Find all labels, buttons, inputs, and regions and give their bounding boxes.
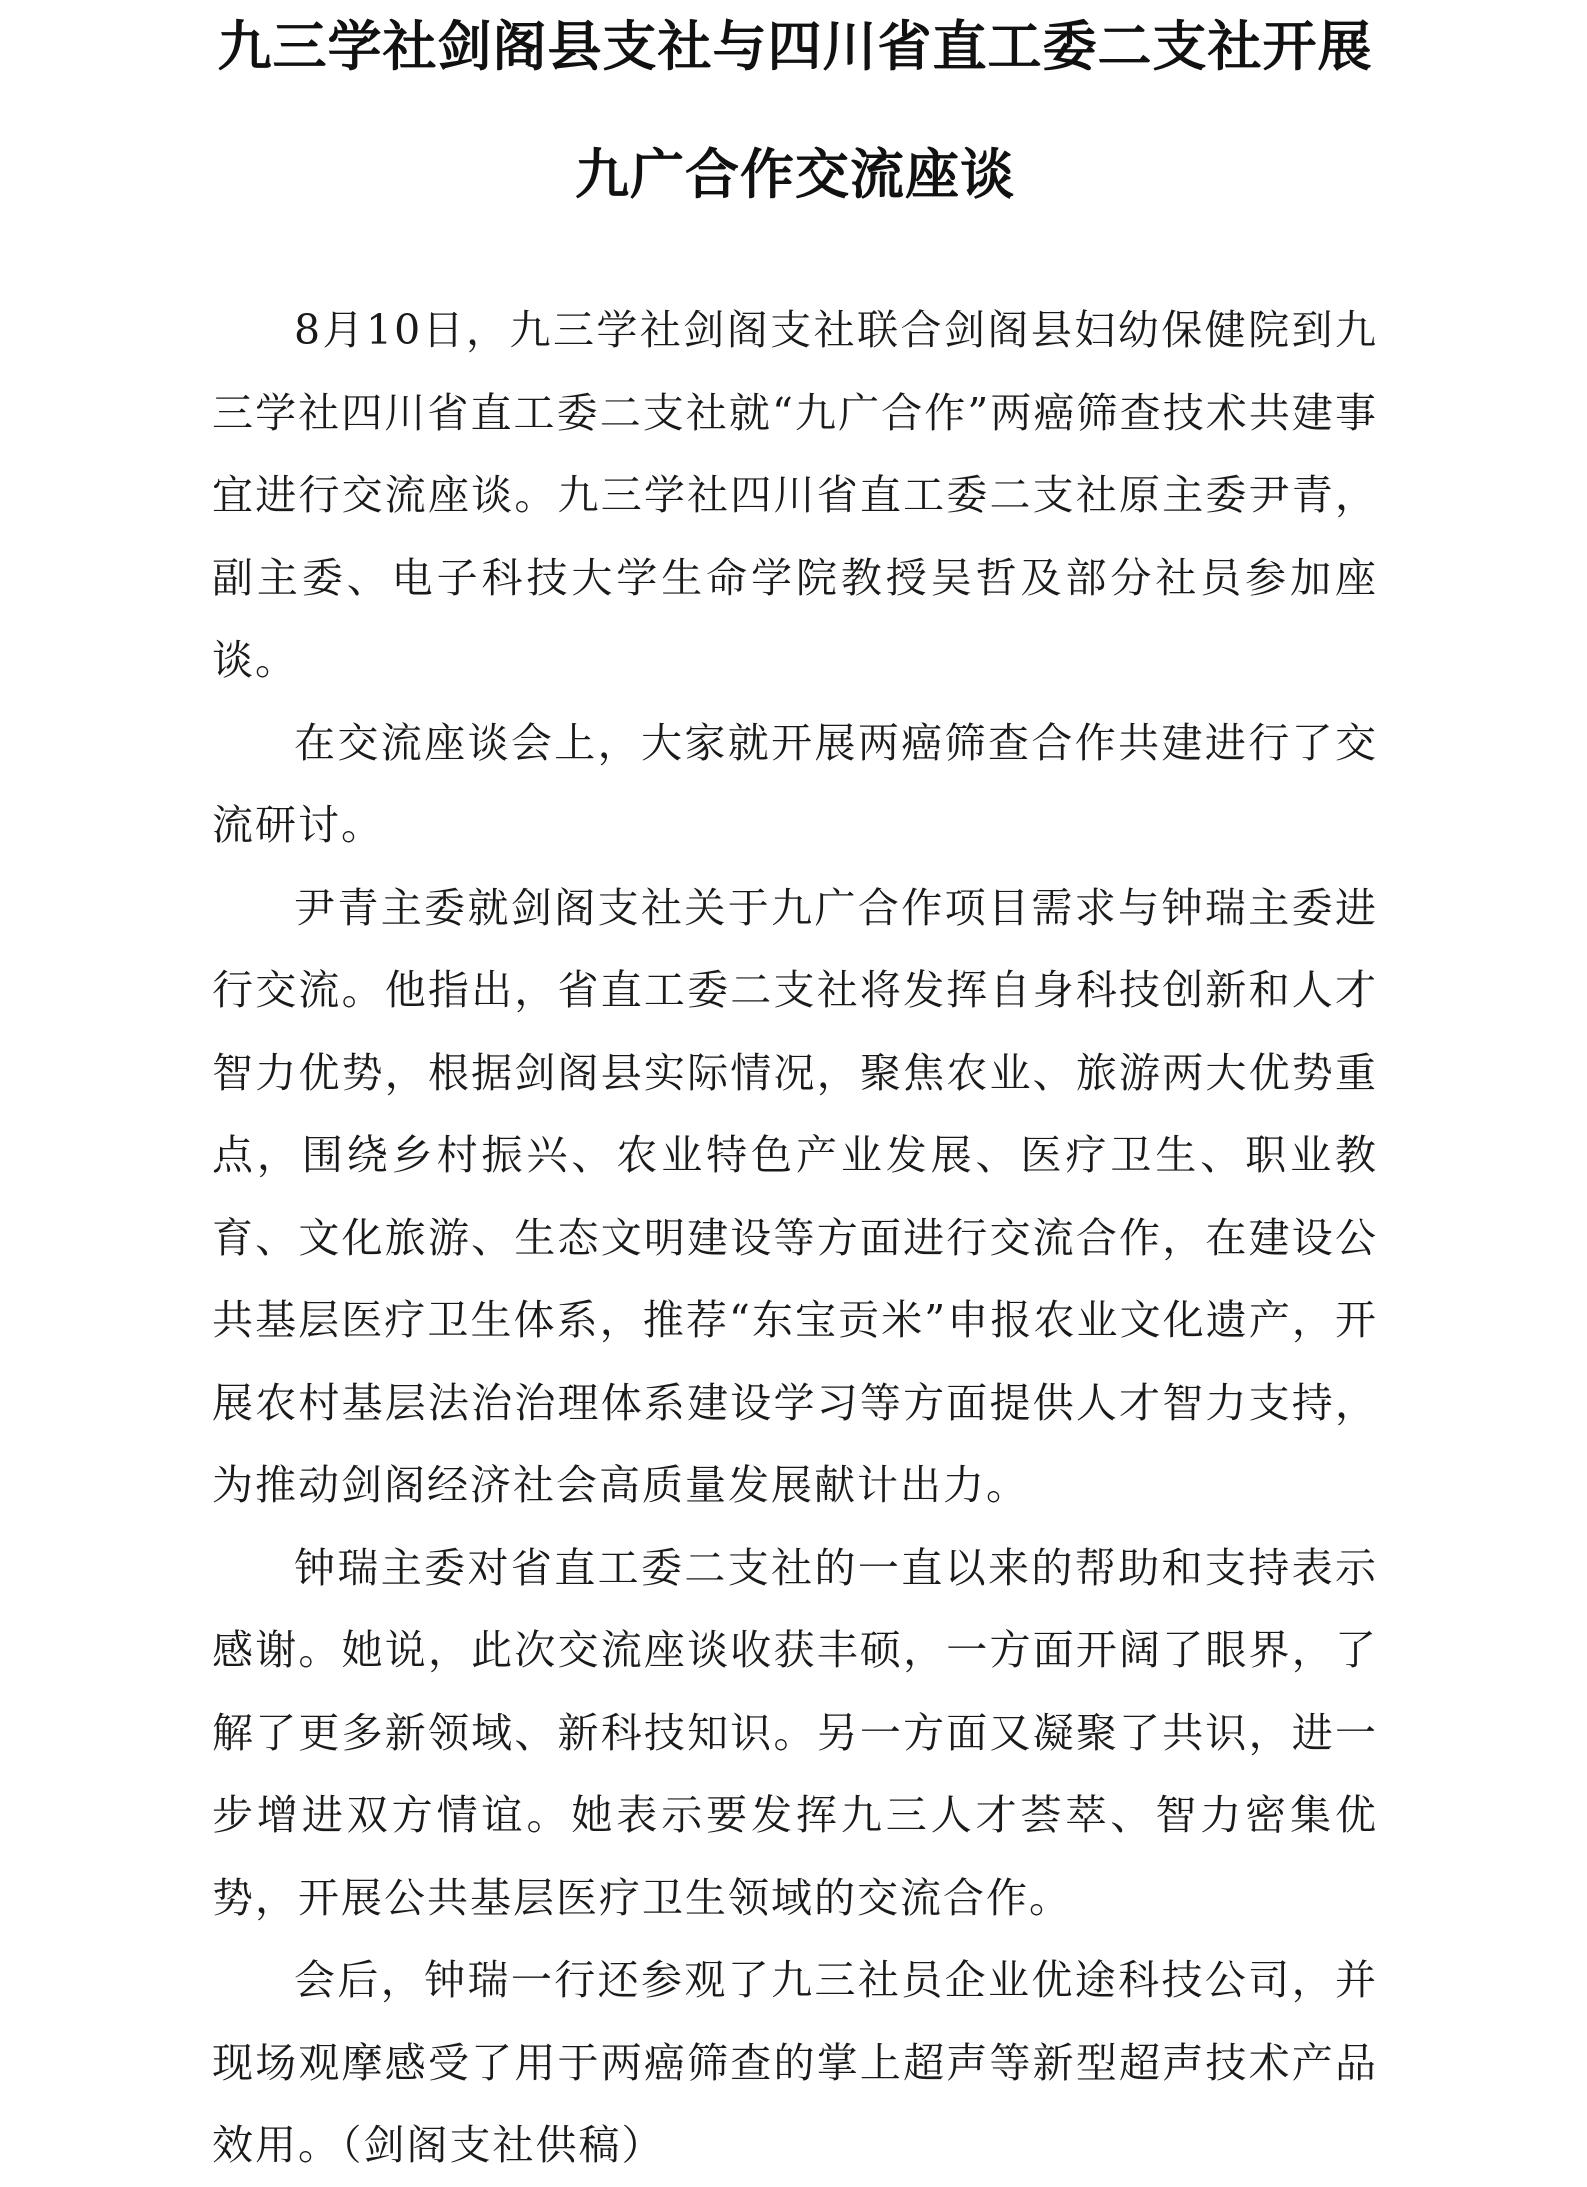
paragraph-2: 在交流座谈会上，大家就开展两癌筛查合作共建进行了交流研讨。 <box>212 718 1378 849</box>
paragraph-4: 钟瑞主委对省直工委二支社的一直以来的帮助和支持表示感谢。她说，此次交流座谈收获丰硕，一方面开阔了眼界，了解了更多新领域、新科技知识。另一方面又凝聚了共识，进一步增进双方情谊。她表示要发挥九三人才荟萃、智力密集优势，开展公共基层医疗卫生领域的交流合作。 <box>212 1543 1378 1922</box>
article-title-line-1: 九三学社剑阁县支社与四川省直工委二支社开展 <box>217 15 1373 78</box>
paragraph-3: 尹青主委就剑阁支社关于九广合作项目需求与钟瑞主委进行交流。他指出，省直工委二支社将发挥自身科技创新和人才智力优势，根据剑阁县实际情况，聚焦农业、旅游两大优势重点，围绕乡村振兴、农业特色产业发展、医疗卫生、职业教育、文化旅游、生态文明建设等方面进行交流合作，在建设公共基层医疗卫生体系，推荐“东宝贡米”申报农业文化遗产，开展农村基层法治治理体系建设学习等方面提供人才智力支持，为推动剑阁经济社会高质量发展献计出力。 <box>212 883 1378 1509</box>
article-body <box>212 289 1378 2187</box>
paragraph-1: 8月10日，九三学社剑阁支社联合剑阁县妇幼保健院到九三学社四川省直工委二支社就“九广合作”两癌筛查技术共建事宜进行交流座谈。九三学社四川省直工委二支社原主委尹青，副主委、电子科技大学生命学院教授吴哲及部分社员参加座谈。 <box>212 306 1378 684</box>
article-title-line-2: 九广合作交流座谈 <box>575 143 1015 206</box>
paragraph-5: 会后，钟瑞一行还参观了九三社员企业优途科技公司，并现场观摩感受了用于两癌筛查的掌上超声等新型超声技术产品效用。（剑阁支社供稿） <box>212 1956 1378 2169</box>
